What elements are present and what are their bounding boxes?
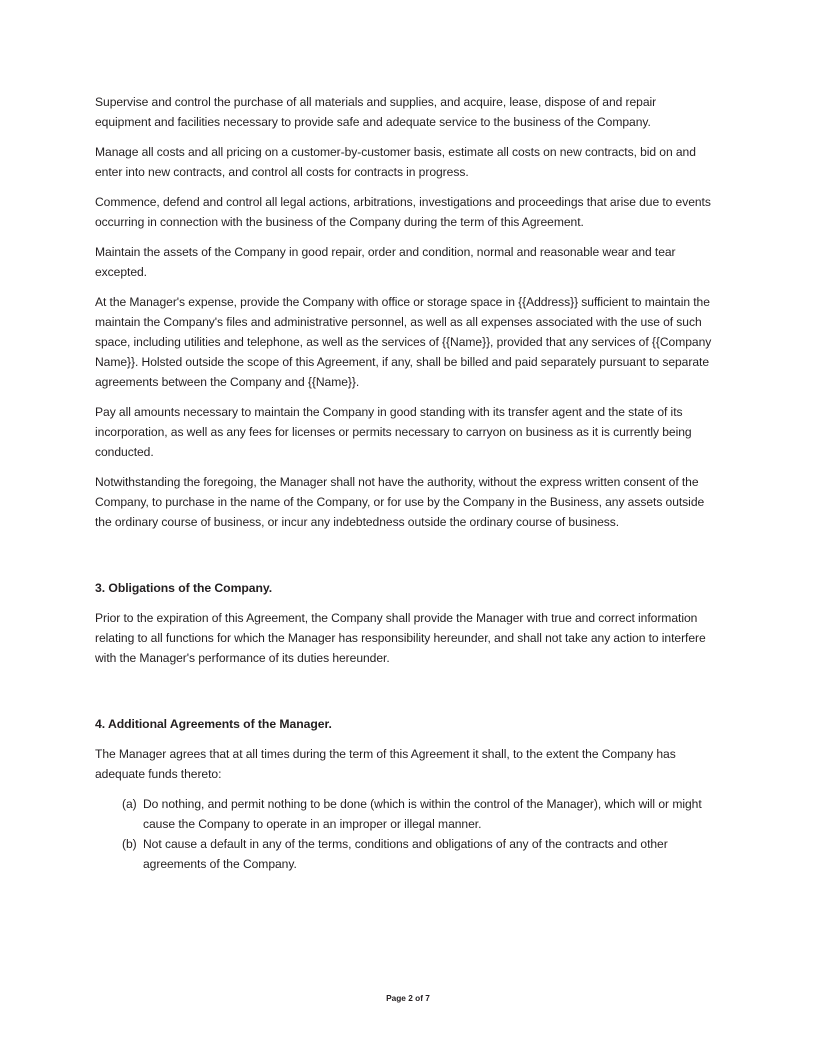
heading-gap bbox=[95, 734, 712, 744]
section-spacer bbox=[95, 542, 712, 578]
list-item-marker: (a) bbox=[122, 797, 137, 811]
lettered-list bbox=[95, 794, 712, 874]
paragraph-section-3-body: Prior to the expiration of this Agreement, the Company shall provide the Manager with true and correct information relating to all functions for which the Manager has responsibility hereunder, and shall not take any action to interfere with the Manager's performance of its duties hereunder. bbox=[95, 611, 706, 665]
document-body bbox=[95, 92, 712, 874]
page-number-label: Page 2 of 7 bbox=[386, 993, 430, 1003]
paragraph-legal-actions: Commence, defend and control all legal actions, arbitrations, investigations and proceedings that arise due to events occurring in connection with the business of the Company during the term of this Agreement. bbox=[95, 195, 711, 229]
paragraph-maintain-assets: Maintain the assets of the Company in good repair, order and condition, normal and reasonable wear and tear excepted. bbox=[95, 245, 676, 279]
list-item-marker: (b) bbox=[122, 837, 137, 851]
list-item-text: Not cause a default in any of the terms, conditions and obligations of any of the contracts and other agreements of the Company. bbox=[143, 837, 668, 871]
list-item-text: Do nothing, and permit nothing to be done (which is within the control of the Manager), which will or might cause the Company to operate in an improper or illegal manner. bbox=[143, 797, 702, 831]
paragraph-supervise-control: Supervise and control the purchase of all materials and supplies, and acquire, lease, dispose of and repair equipment and facilities necessary to provide safe and adequate service to the business of the Company. bbox=[95, 95, 657, 129]
paragraph-manage-costs: Manage all costs and all pricing on a customer-by-customer basis, estimate all costs on new contracts, bid on and enter into new contracts, and control all costs for contracts in progress. bbox=[95, 145, 696, 179]
paragraph-office-storage-space: At the Manager's expense, provide the Company with office or storage space in {{Address}} sufficient to maintain the maintain the Company's files and administrative personnel, as well as all expenses associated with the use of such space, including utilities and telephone, as well as the services of {{Name}}, provided that any services of {{Company Name}}. Holsted outside the scope of this Agreement, if any, shall be billed and paid separately pursuant to separate agreements between the Company and {{Name}}. bbox=[95, 295, 712, 389]
heading-gap bbox=[95, 598, 712, 608]
paragraph-notwithstanding-foregoing: Notwithstanding the foregoing, the Manager shall not have the authority, without the express written consent of the Company, to purchase in the name of the Company, or for use by the Company in the Business, any assets outside the ordinary course of business, or incur any indebtedness outside the ordinary course of business. bbox=[95, 475, 705, 529]
list-item bbox=[95, 834, 712, 874]
page-footer bbox=[0, 992, 816, 1004]
section-spacer bbox=[95, 678, 712, 714]
paragraph-pay-amounts: Pay all amounts necessary to maintain the Company in good standing with its transfer agent and the state of its incorporation, as well as any fees for licenses or permits necessary to carryon on business as it is currently being conducted. bbox=[95, 405, 692, 459]
heading-section-3: 3. Obligations of the Company. bbox=[95, 581, 273, 595]
list-item bbox=[95, 794, 712, 834]
paragraph-section-4-intro: The Manager agrees that at all times during the term of this Agreement it shall, to the extent the Company has adequate funds thereto: bbox=[95, 747, 676, 781]
heading-section-4: 4. Additional Agreements of the Manager. bbox=[95, 717, 332, 731]
